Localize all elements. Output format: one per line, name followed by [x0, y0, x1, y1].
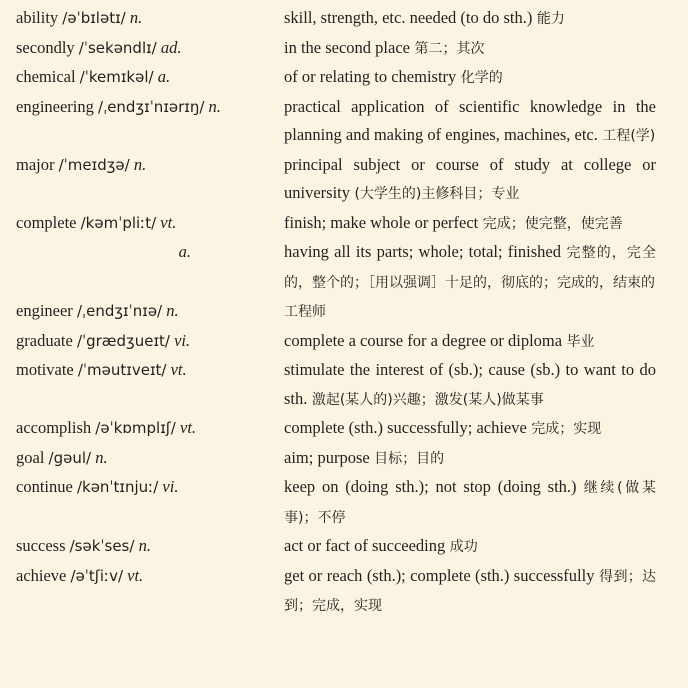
definition	[284, 473, 656, 532]
vocab-entry	[0, 444, 688, 474]
vocab-entry	[0, 238, 688, 297]
definition	[284, 238, 656, 297]
part-of-speech: vi.	[174, 330, 191, 350]
headword: major	[16, 154, 55, 174]
definition-en: in the second place	[284, 37, 410, 57]
phonetic: /ˌendʒɪˈnɪərɪŋ/	[98, 97, 205, 116]
vocab-entry	[0, 63, 688, 93]
headword: chemical	[16, 67, 76, 86]
definition-cn: 目标；目的	[369, 450, 445, 467]
phonetic: /əˈbɪlətɪ/	[62, 9, 126, 27]
vocab-entry	[0, 473, 688, 532]
definition-en: aim; purpose	[284, 447, 370, 467]
definition	[284, 34, 656, 64]
term	[0, 63, 283, 92]
definition	[284, 63, 656, 93]
part-of-speech: ad.	[160, 37, 182, 57]
part-of-speech: a.	[157, 67, 171, 86]
definition-cn: 继续(做某事)；不停	[284, 480, 656, 526]
definition-cn: 完成；实现	[526, 421, 602, 437]
headword: goal	[16, 447, 45, 467]
term	[0, 93, 283, 122]
headword: engineer	[16, 301, 73, 320]
phonetic: /ˈgrædʒueɪt/	[76, 331, 170, 350]
vocab-entry	[0, 93, 688, 151]
term	[0, 532, 283, 561]
vocab-entry	[0, 151, 688, 209]
phonetic: /ˈkemɪkəl/	[79, 68, 154, 86]
headword: engineering	[16, 96, 94, 116]
definition	[284, 327, 656, 357]
definition-cn: 得到；达到；完成，实现	[284, 568, 656, 614]
phonetic: /ˈməutɪveɪt/	[77, 361, 167, 379]
phonetic: /əˈtʃiːv/	[70, 566, 123, 585]
definition	[284, 4, 656, 34]
headword: complete	[16, 212, 77, 232]
part-of-speech: a.	[178, 242, 191, 261]
part-of-speech: vi.	[162, 477, 179, 496]
definition	[284, 297, 656, 327]
definition	[284, 414, 656, 444]
term	[0, 473, 283, 502]
term	[0, 238, 283, 267]
phonetic: /kənˈtɪnjuː/	[76, 478, 159, 496]
definition-cn: 完成；使完整，使完善	[478, 215, 623, 232]
part-of-speech: vt.	[170, 360, 187, 379]
headword: success	[16, 536, 66, 555]
definition-en: keep on (doing sth.); not stop (doing sth.)	[284, 477, 577, 496]
definition-cn: 第二；其次	[410, 40, 485, 57]
headword: ability	[16, 8, 59, 27]
definition-en: practical application of scientific knowledge in the planning and making of engines, machines, etc.	[284, 96, 656, 144]
part-of-speech: n.	[129, 8, 143, 27]
part-of-speech: n.	[133, 154, 147, 174]
definition-cn: 化学的	[456, 70, 503, 86]
definition-en: of or relating to chemistry	[284, 67, 457, 86]
phonetic: /kəmˈpliːt/	[80, 213, 157, 232]
definition	[284, 532, 656, 562]
definition-en: having all its parts; whole; total; finished	[284, 242, 561, 261]
definition-cn: 成功	[445, 539, 478, 555]
part-of-speech: n.	[208, 96, 221, 116]
headword: continue	[16, 477, 73, 496]
vocab-entry	[0, 4, 688, 34]
vocab-entry	[0, 532, 688, 562]
vocab-entry	[0, 414, 688, 444]
part-of-speech: n.	[166, 301, 179, 320]
term	[0, 34, 283, 63]
phonetic: /ˈsekəndlɪ/	[78, 38, 157, 57]
headword: accomplish	[16, 418, 92, 437]
definition	[284, 444, 656, 474]
definition	[284, 562, 656, 621]
term	[0, 297, 283, 326]
definition-en: finish; make whole or perfect	[284, 212, 479, 232]
definition-cn: 工程师	[284, 304, 326, 320]
headword: achieve	[16, 565, 67, 585]
definition-cn: 工程(学)	[597, 128, 656, 144]
headword: motivate	[16, 360, 74, 379]
part-of-speech: vt.	[160, 212, 177, 232]
headword: secondly	[16, 37, 75, 57]
definition-cn: 能力	[532, 11, 565, 27]
vocab-entry	[0, 34, 688, 64]
definition	[284, 93, 656, 151]
phonetic: /səkˈses/	[69, 537, 135, 555]
definition-cn: 激起(某人的)兴趣；激发(某人)做某事	[307, 391, 544, 408]
vocab-entry	[0, 562, 688, 621]
definition-cn: 完整的，完全的，整个的；［用以强调］十足的，彻底的；完成的，结束的	[284, 245, 657, 291]
vocab-entry	[0, 356, 688, 414]
phonetic: /ˌendʒɪˈnɪə/	[76, 302, 163, 320]
phonetic: /ˈmeɪdʒə/	[58, 155, 130, 174]
part-of-speech: n.	[138, 536, 151, 555]
vocab-entry	[0, 209, 688, 239]
definition-en: stimulate the interest of (sb.); cause (sb.) to want to do sth.	[284, 360, 656, 408]
definition-en: complete (sth.) successfully; achieve	[284, 418, 527, 437]
definition-en: principal subject or course of study at college or university	[284, 154, 656, 202]
definition-cn: (大学生的)主修科目；专业	[350, 186, 520, 202]
phonetic: /əˈkɒmplɪʃ/	[95, 419, 176, 437]
part-of-speech: vt.	[127, 565, 144, 585]
term	[0, 414, 283, 443]
term	[0, 562, 283, 591]
definition-en: complete a course for a degree or diploma	[284, 330, 563, 350]
term	[0, 356, 283, 385]
term	[0, 151, 283, 180]
definition	[284, 209, 656, 239]
part-of-speech: n.	[95, 447, 108, 467]
definition-en: skill, strength, etc. needed (to do sth.)	[284, 8, 533, 27]
term	[0, 327, 283, 356]
definition	[284, 151, 656, 209]
term	[0, 444, 283, 473]
definition-en: get or reach (sth.); complete (sth.) successfully	[284, 565, 595, 585]
definition	[284, 356, 656, 414]
definition-en: act or fact of succeeding	[284, 536, 446, 555]
term	[0, 209, 283, 238]
term	[0, 4, 283, 33]
part-of-speech: vt.	[180, 418, 197, 437]
headword: graduate	[16, 330, 73, 350]
definition-cn: 毕业	[562, 333, 595, 350]
vocab-entry	[0, 297, 688, 327]
vocab-entry	[0, 327, 688, 357]
phonetic: /gəul/	[48, 448, 92, 467]
